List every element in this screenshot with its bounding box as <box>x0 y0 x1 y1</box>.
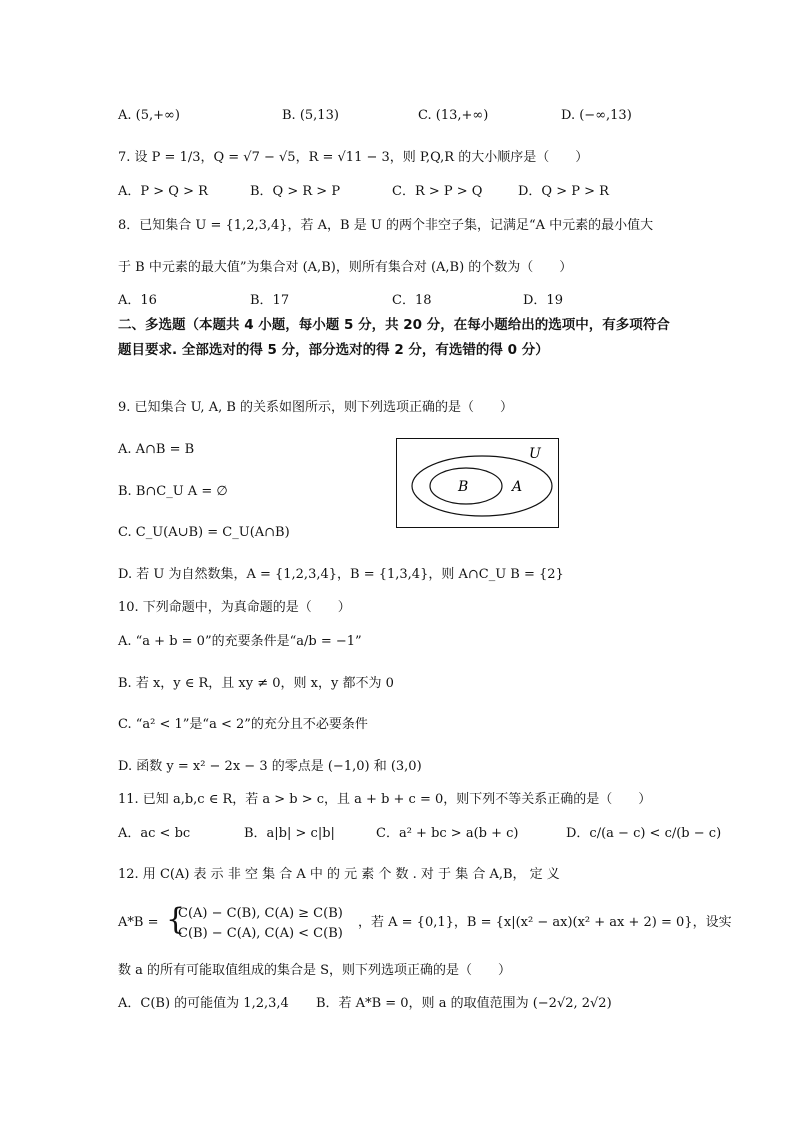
q12-stem-line3: 数 a 的所有可能取值组成的集合是 S，则下列选项正确的是（ ） <box>118 963 512 978</box>
q11-stem: 11. 已知 a,b,c ∈ R，若 a > b > c，且 a + b + c = 0，则下列不等关系正确的是（ ） <box>118 792 652 807</box>
q10-option-b: B. 若 x，y ∈ R，且 xy ≠ 0，则 x，y 都不为 0 <box>118 676 394 691</box>
q12-def-brace: { <box>166 902 186 937</box>
q8-option-b: B．17 <box>250 293 290 308</box>
q8-option-d: D．19 <box>523 293 563 308</box>
label-b: B <box>458 479 469 495</box>
q12-def-rest: ，若 A = {0,1}，B = {x|(x² − ax)(x² + ax + 2) = 0}，设实 <box>358 915 732 930</box>
q11-option-d: D．c/(a − c) < c/(b − c) <box>566 826 722 841</box>
q6-option-d: D. (−∞,13) <box>561 108 632 123</box>
q8-option-a: A．16 <box>118 293 157 308</box>
q6-option-b: B. (5,13) <box>282 108 339 123</box>
q9-option-a: A. A∩B = B <box>118 442 195 457</box>
q11-option-c: C．a² + bc > a(b + c) <box>376 826 519 841</box>
q12-def-case2: C(B) − C(A), C(A) < C(B) <box>178 926 343 941</box>
q8-stem-line2: 于 B 中元素的最大值”为集合对 (A,B)，则所有集合对 (A,B) 的个数为（ ） <box>118 260 573 275</box>
q12-option-b: B．若 A*B = 0，则 a 的取值范围为 (−2√2, 2√2) <box>316 996 612 1011</box>
q9-option-d: D. 若 U 为自然数集，A = {1,2,3,4}，B = {1,3,4}，则 A∩C_U B = {2} <box>118 567 564 582</box>
q7-option-b: B．Q > R > P <box>250 184 341 199</box>
q6-option-a: A. (5,+∞) <box>118 108 180 123</box>
q7-option-a: A．P > Q > R <box>118 184 208 199</box>
q12-stem-line1: 12. 用 C(A) 表 示 非 空 集 合 A 中 的 元 素 个 数 . 对 于 集 合 A,B， 定 义 <box>118 867 560 882</box>
q12-def-case1: C(A) − C(B), C(A) ≥ C(B) <box>178 906 343 921</box>
q6-option-c: C. (13,+∞) <box>418 108 489 123</box>
q8-option-c: C．18 <box>392 293 432 308</box>
label-a: A <box>512 479 523 495</box>
q10-option-c: C. “a² < 1”是“a < 2”的充分且不必要条件 <box>118 717 368 732</box>
q10-option-d: D. 函数 y = x² − 2x − 3 的零点是 (−1,0) 和 (3,0) <box>118 759 422 774</box>
q7-option-c: C．R > P > Q <box>392 184 483 199</box>
venn-diagram <box>396 438 559 528</box>
q12-option-a: A．C(B) 的可能值为 1,2,3,4 <box>118 996 289 1011</box>
q8-stem-line1: 8．已知集合 U = {1,2,3,4}，若 A，B 是 U 的两个非空子集，记满足“A 中元素的最小值大 <box>118 218 654 233</box>
q11-option-a: A．ac < bc <box>118 826 191 841</box>
q10-option-a: A. “a + b = 0”的充要条件是“a/b = −1” <box>118 634 362 649</box>
q9-option-b: B. B∩C_U A = ∅ <box>118 484 228 499</box>
set-a-ellipse <box>412 456 552 516</box>
q9-option-c: C. C_U(A∪B) = C_U(A∩B) <box>118 525 290 540</box>
q7-option-d: D．Q > P > R <box>518 184 609 199</box>
label-u: U <box>529 446 541 462</box>
section2-heading: 二、多选题（本题共 4 小题，每小题 5 分，共 20 分，在每小题给出的选项中，有多项符合题目要求. 全部选对的得 5 分，部分选对的得 2 分，有选错的得 0 分） <box>118 317 670 358</box>
q11-option-b: B．a|b| > c|b| <box>244 826 335 841</box>
q12-def-lhs: A*B = <box>118 915 159 930</box>
q10-stem: 10. 下列命题中，为真命题的是（ ） <box>118 600 351 615</box>
q7-stem: 7. 设 P = 1/3，Q = √7 − √5，R = √11 − 3，则 P,Q,R 的大小顺序是（ ） <box>118 150 589 165</box>
q9-stem: 9. 已知集合 U, A, B 的关系如图所示，则下列选项正确的是（ ） <box>118 400 514 415</box>
